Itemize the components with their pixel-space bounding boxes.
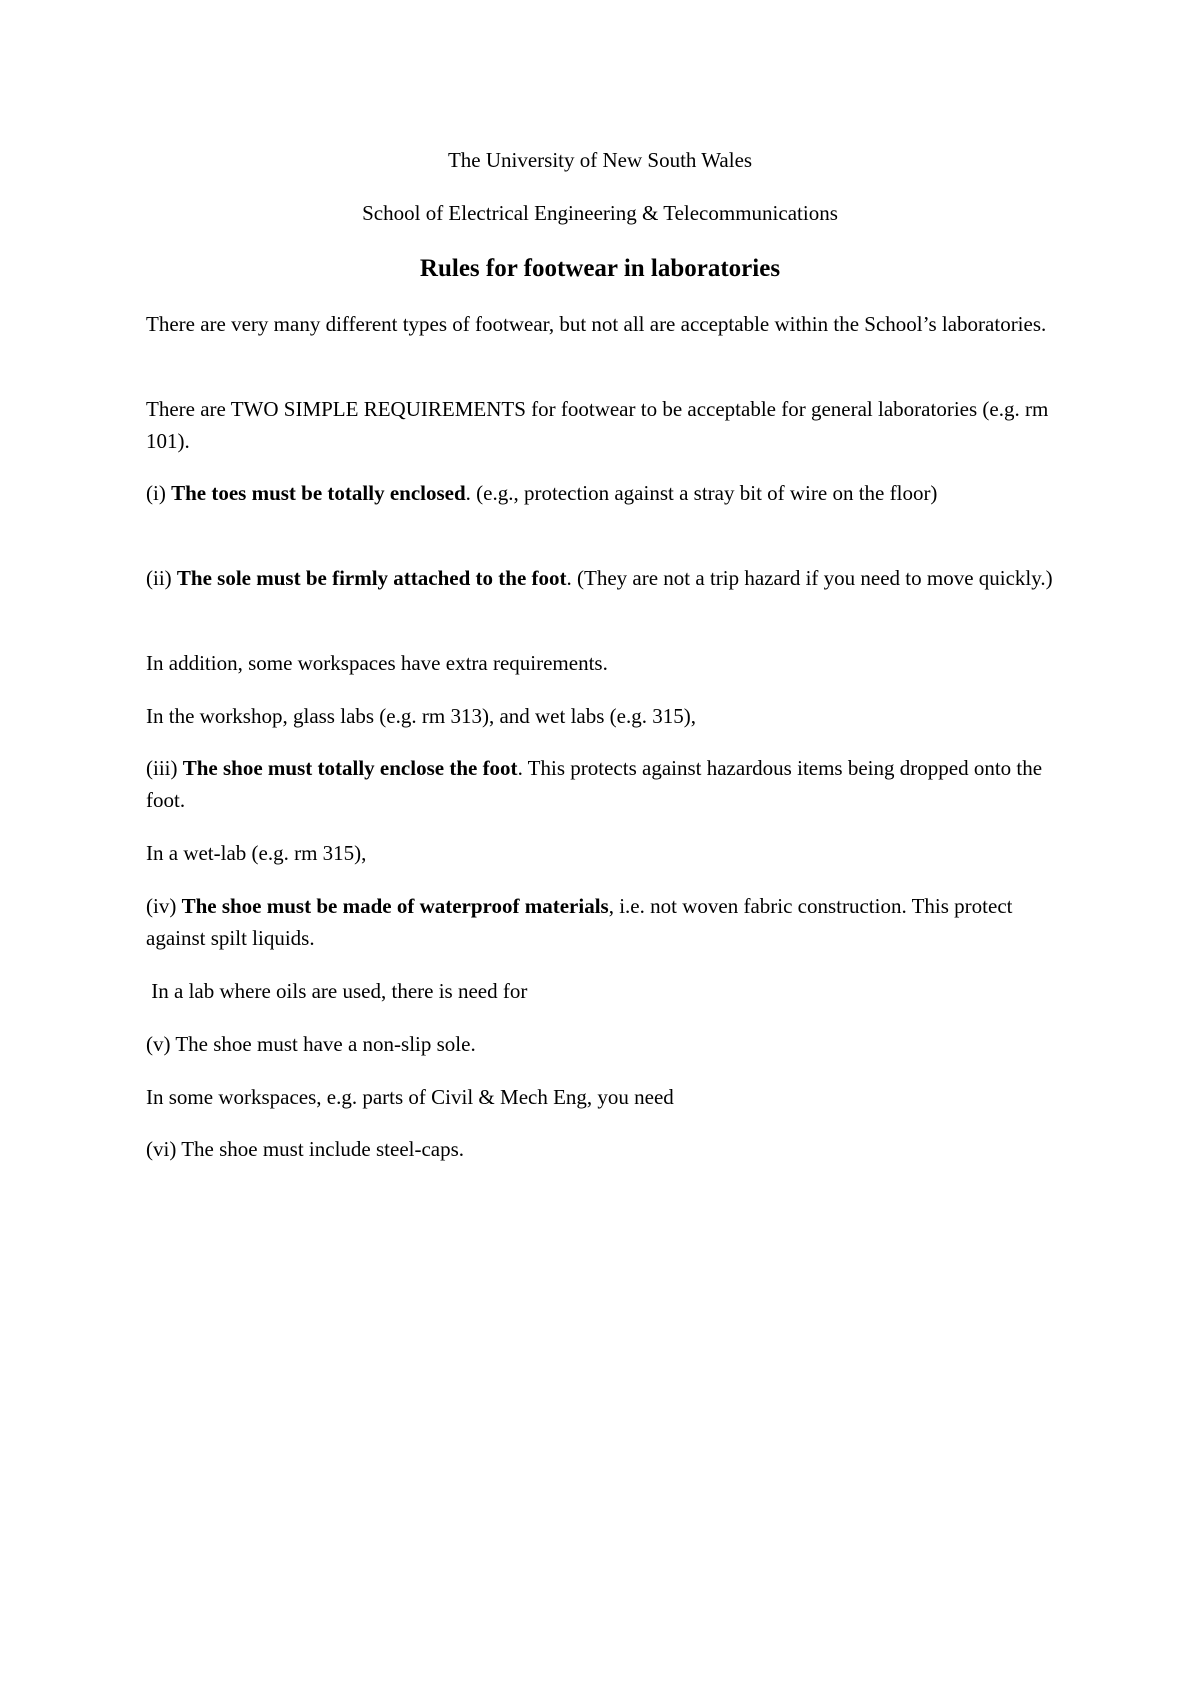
rule-iv-rest: , i.e. not woven fabric construction. This protect against spilt liquids.: [146, 894, 1013, 950]
wetlab-paragraph: In a wet-lab (e.g. rm 315),: [146, 841, 367, 865]
rule-i-number: (i): [146, 481, 172, 505]
rule-iii-rest: . This protects against hazardous items being dropped onto the foot.: [146, 756, 1043, 812]
university-name: The University of New South Wales: [447, 148, 753, 172]
page-title: Rules for footwear in laboratories: [419, 255, 781, 282]
rule-iii-number: (iii): [146, 756, 183, 780]
workshop-paragraph: In the workshop, glass labs (e.g. rm 313), and wet labs (e.g. 315),: [146, 704, 696, 728]
requirements-paragraph: There are TWO SIMPLE REQUIREMENTS for footwear to be acceptable for general laboratories (e.g. rm 101).: [146, 397, 1049, 453]
rule-iii-paragraph: [146, 752, 1066, 816]
rule-i-paragraph: [146, 477, 1066, 509]
rule-i-rest: . (e.g., protection against a stray bit of wire on the floor): [465, 481, 938, 505]
school-name: School of Electrical Engineering & Telecommunications: [362, 201, 838, 225]
rule-iii-bold: The shoe must totally enclose the foot: [182, 756, 518, 780]
oils-paragraph: In a lab where oils are used, there is need for: [146, 979, 528, 1003]
rule-v-paragraph: (v) The shoe must have a non-slip sole.: [146, 1032, 476, 1056]
rule-ii-number: (ii): [146, 566, 177, 590]
rule-ii-bold: The sole must be firmly attached to the foot: [176, 566, 567, 590]
rule-iv-number: (iv): [146, 894, 182, 918]
civil-paragraph: In some workspaces, e.g. parts of Civil & Mech Eng, you need: [146, 1085, 674, 1109]
rule-ii-rest: . (They are not a trip hazard if you need to move quickly.): [566, 566, 1053, 590]
rule-i-bold: The toes must be totally enclosed: [171, 481, 466, 505]
rule-iv-paragraph: [146, 890, 1066, 954]
rule-iv-bold: The shoe must be made of waterproof materials: [181, 894, 609, 918]
addition-paragraph: In addition, some workspaces have extra requirements.: [146, 651, 608, 675]
rule-vi-paragraph: (vi) The shoe must include steel-caps.: [146, 1137, 465, 1161]
intro-paragraph: There are very many different types of footwear, but not all are acceptable within the School’s laboratories.: [146, 312, 1047, 336]
rule-ii-paragraph: [146, 562, 1066, 594]
